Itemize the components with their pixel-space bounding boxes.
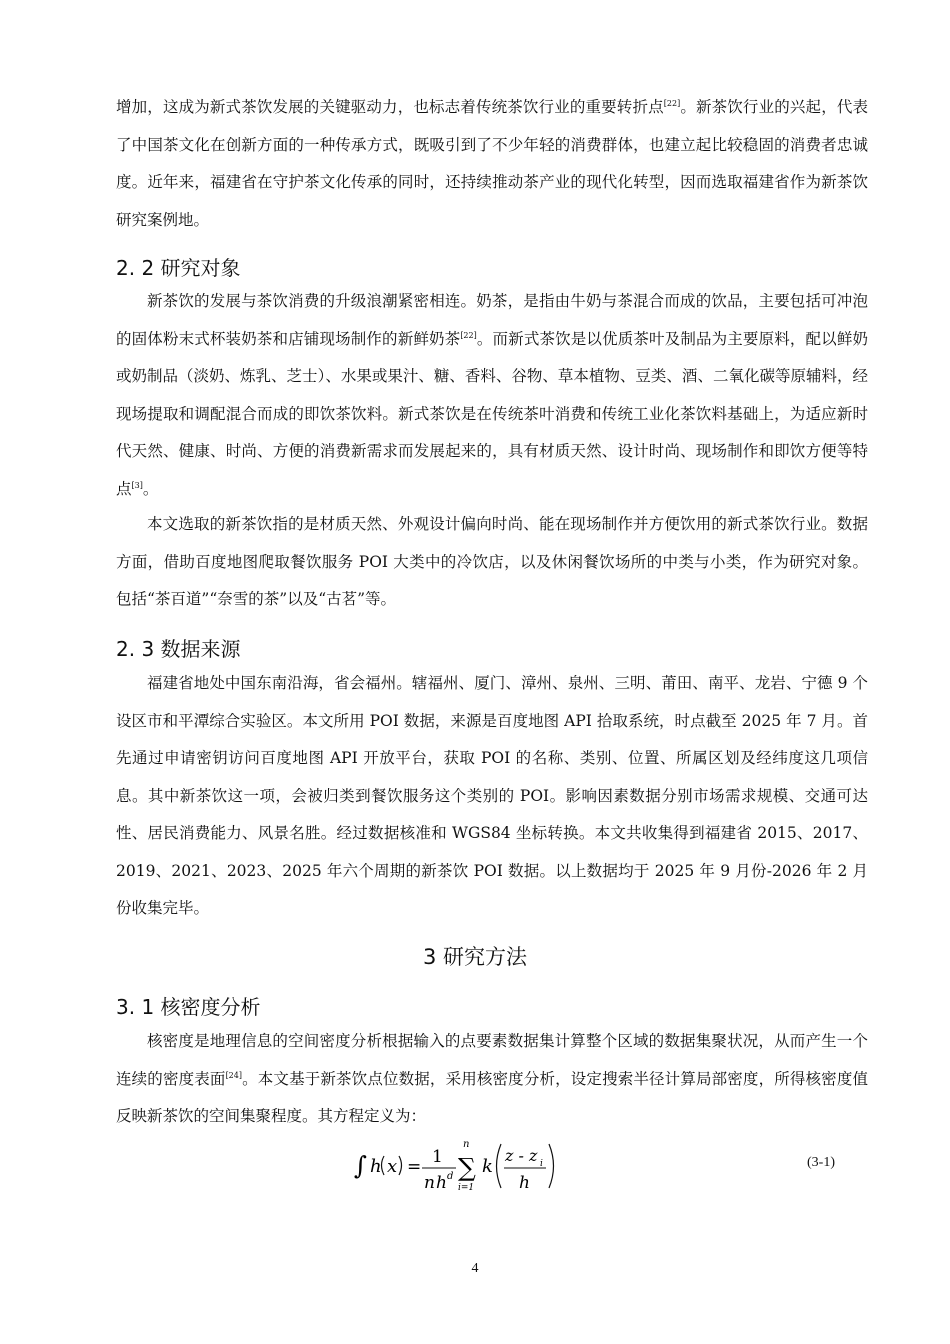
equation-3-1 [350,1138,610,1200]
paragraph-text: 。 [142,479,159,498]
eq-equals: = [407,1157,422,1177]
paragraph-text: 增加，这成为新式茶饮发展的关键驱动力，也标志着传统茶饮行业的重要转折点 [116,98,664,116]
paragraph-text: 新茶饮的发展与茶饮消费的升级浪潮紧密相连。奶茶，是指由牛奶与茶混合而成的饮品，主要包括可冲泡的固体粉末式杯装奶茶和店铺现场制作的新鲜奶茶 [116,292,868,348]
paragraph-context [116,89,868,239]
paragraph-text: 。本文基于新茶饮点位数据，采用核密度分析，设定搜索半径计算局部密度，所得核密度值反映新茶饮的空间集聚程度。其方程定义为： [116,1069,868,1125]
big-paren-right [549,1144,554,1188]
section-heading-3-1: 3. 1 核密度分析 [116,995,261,1019]
eq-h: h [370,1156,382,1177]
frac-numerator-one: 1 [432,1147,443,1167]
paren-left [382,1156,385,1175]
frac-n: n [424,1173,435,1193]
big-paren-left [497,1144,502,1188]
paragraph-research-object [116,283,868,508]
citation: [24] [225,1070,242,1080]
frac-num-z: z - z [505,1146,538,1165]
frac-num-sub: i [540,1159,543,1169]
integral-sign: ∫ [354,1151,368,1180]
chapter-heading-3: 3 研究方法 [422,945,528,969]
equation-number: (3-1) [807,1155,835,1170]
paragraph-kernel-density [116,1023,868,1136]
frac-den-h: h [519,1173,530,1193]
sum-top: n [463,1139,470,1150]
sum-bottom: i=1 [458,1183,475,1193]
frac-h: h [436,1173,447,1193]
paragraph-text: 。而新式茶饮是以优质茶叶及制品为主要原料，配以鲜奶或奶制品（淡奶、炼乳、芝士）、水果或果汁、糖、香料、谷物、草本植物、豆类、酒、二氧化碳等原辅料，经现场提取和调配混合而成的即饮茶饮料。新式茶饮是在传统茶叶消费和传统工业化茶饮料基础上，为适应新时代天然、健康、时尚、方便的消费新需求而发展起来的，具有材质天然、设计时尚、现场制作和即饮方便等特点 [116,329,868,498]
page-number: 4 [471,1261,479,1276]
section-heading-2-3: 2. 3 数据来源 [116,637,241,661]
paragraph-text: 核密度是地理信息的空间密度分析根据输入的点要素数据集计算整个区域的数据集聚状况，从而产生一个连续的密度表面 [116,1032,868,1088]
paragraph-data-source: 福建省地处中国东南沿海，省会福州。辖福州、厦门、漳州、泉州、三明、莆田、南平、龙岩、宁德 9 个设区市和平潭综合实验区。本文所用 POI 数据，来源是百度地图 API 拾取系统，时点截至 2025 年 7 月。首先通过申请密钥访问百度地图 API 开放平台，获取 POI 的名称、类别、位置、所属区划及经纬度这几项信息。其中新茶饮这一项，会被归类到餐饮服务这个类别的 POI。影响因素数据分别市场需求规模、交通可达性、居民消费能力、风景名胜。经过数据核准和 WGS84 坐标转换。本文共收集得到福建省 2015、2017、2019、2021、2023、2025 年六个周期的新茶饮 POI 数据。以上数据均于 2025 年 9 月份-2026 年 2 月份收集完毕。 [116,674,868,917]
paragraph-text: 。新茶饮行业的兴起，代表了中国茶文化在创新方面的一种传承方式，既吸引到了不少年轻的消费群体，也建立起比较稳固的消费者忠诚度。近年来，福建省在守护茶文化传承的同时，还持续推动茶产业的现代化转型，因而选取福建省作为新茶饮研究案例地。 [116,98,868,229]
sum-sign: ∑ [458,1153,476,1182]
eq-k: k [482,1156,493,1177]
paren-right [399,1156,402,1175]
citation: [22] [460,330,477,340]
eq-x: x [387,1156,398,1177]
citation: [22] [663,99,681,108]
citation: [3] [131,480,143,490]
section-heading-2-2: 2. 2 研究对象 [116,256,241,280]
equation-svg [350,1138,610,1200]
paragraph-selection: 本文选取的新茶饮指的是材质天然、外观设计偏向时尚、能在现场制作并方便饮用的新式茶饮行业。数据方面，借助百度地图爬取餐饮服务 POI 大类中的冷饮店，以及休闲餐饮场所的中类与小类，作为研究对象。包括“茶百道”“奈雪的茶”以及“古茗”等。 [116,515,868,608]
frac-d: d [447,1171,454,1182]
